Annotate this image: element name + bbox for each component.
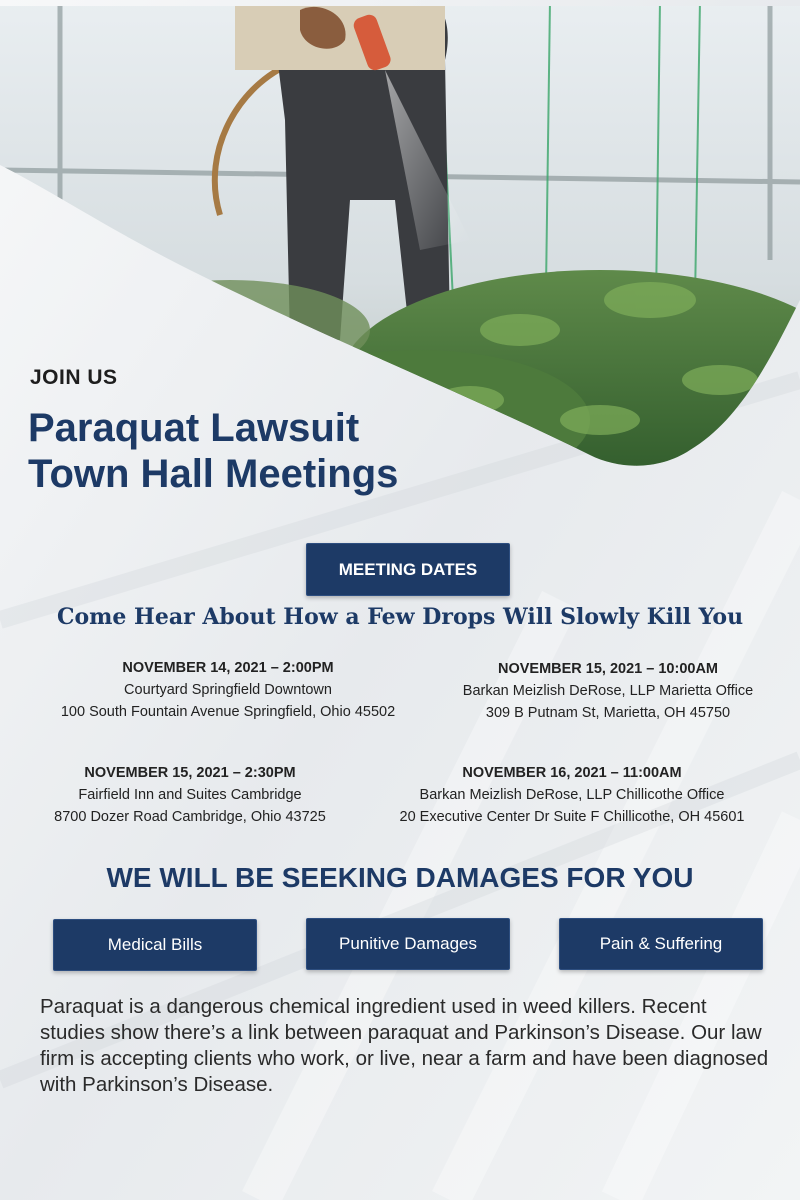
title-line-1: Paraquat Lawsuit — [28, 406, 360, 450]
event-date: NOVEMBER 15, 2021 – 10:00AM — [497, 661, 718, 677]
meeting-dates-button[interactable]: MEETING DATES — [306, 543, 510, 596]
description-paragraph: Paraquat is a dangerous chemical ingredient used in weed killers. Recent studies show there’s a link between paraquat and Parkinson’s Disease. Our law firm is accepting clients who work, or live, near a farm and have been diagnosed with Parkinson’s Disease. — [40, 995, 769, 1096]
event-date: NOVEMBER 14, 2021 – 2:00PM — [122, 660, 334, 676]
pain-suffering-button[interactable]: Pain & Suffering — [559, 918, 763, 970]
punitive-damages-button[interactable]: Punitive Damages — [306, 918, 510, 970]
event-address: 100 South Fountain Avenue Springfield, Ohio 45502 — [60, 704, 396, 720]
meetings-subtitle: Come Hear About How a Few Drops Will Slowly Kill You — [56, 604, 744, 630]
event-item — [372, 762, 772, 828]
event-item — [28, 657, 428, 723]
damages-heading: WE WILL BE SEEKING DAMAGES FOR YOU — [106, 862, 694, 893]
event-venue: Barkan Meizlish DeRose, LLP Marietta Office — [462, 683, 754, 699]
event-address: 20 Executive Center Dr Suite F Chillicothe, OH 45601 — [399, 809, 745, 825]
event-address: 309 B Putnam St, Marietta, OH 45750 — [485, 705, 731, 721]
join-us-label: JOIN US — [30, 366, 118, 389]
event-item — [0, 762, 390, 828]
event-item — [408, 658, 800, 724]
event-address: 8700 Dozer Road Cambridge, Ohio 43725 — [54, 809, 326, 825]
event-venue: Fairfield Inn and Suites Cambridge — [78, 787, 302, 803]
event-venue: Courtyard Springfield Downtown — [124, 682, 332, 698]
page-title — [28, 405, 548, 497]
medical-bills-button[interactable]: Medical Bills — [53, 919, 257, 971]
title-line-2: Town Hall Meetings — [28, 452, 399, 496]
event-date: NOVEMBER 16, 2021 – 11:00AM — [462, 765, 682, 781]
event-date: NOVEMBER 15, 2021 – 2:30PM — [84, 765, 296, 781]
event-venue: Barkan Meizlish DeRose, LLP Chillicothe Office — [419, 787, 725, 803]
